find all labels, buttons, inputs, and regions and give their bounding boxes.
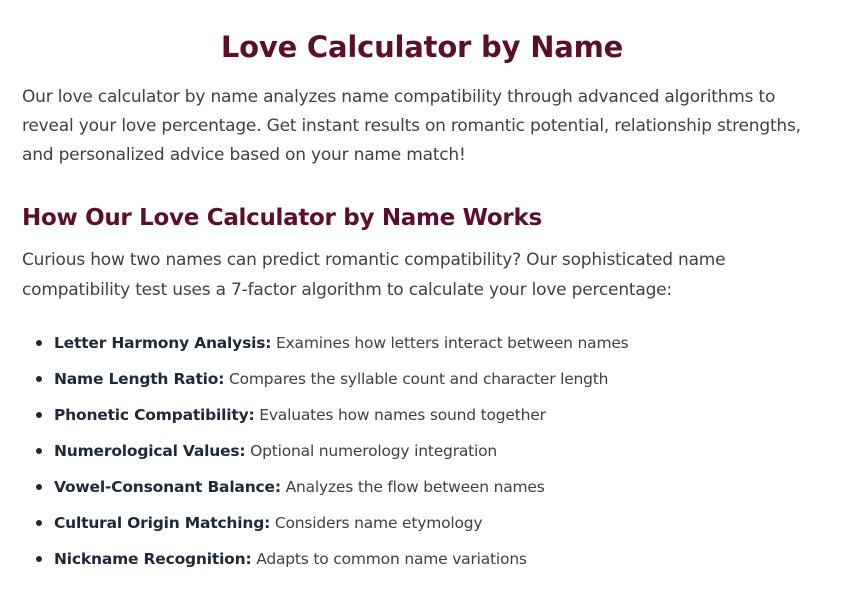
- bullet-icon: [36, 520, 42, 526]
- list-item: [22, 397, 822, 433]
- list-item: [22, 361, 822, 397]
- bullet-icon: [36, 376, 42, 382]
- factor-description: Adapts to common name variations: [256, 550, 527, 568]
- list-item: [22, 469, 822, 505]
- bullet-icon: [36, 556, 42, 562]
- list-item: [22, 325, 822, 361]
- factor-term: Name Length Ratio:: [54, 370, 225, 388]
- factor-description: Evaluates how names sound together: [259, 406, 546, 424]
- factor-description: Compares the syllable count and character length: [228, 370, 609, 388]
- bullet-icon: [36, 340, 42, 346]
- bullet-icon: [36, 484, 42, 490]
- list-item: [22, 541, 822, 577]
- factor-term: Numerological Values:: [54, 442, 246, 460]
- factor-term: Vowel-Consonant Balance:: [54, 478, 281, 496]
- factor-list: [22, 325, 822, 577]
- section-lead-paragraph: Curious how two names can predict romantic compatibility? Our sophisticated name compatibility test uses a 7-factor algorithm to calculate your love percentage:: [22, 250, 726, 300]
- factor-description: Considers name etymology: [274, 514, 483, 532]
- factor-term: Nickname Recognition:: [54, 550, 252, 568]
- intro-paragraph: Our love calculator by name analyzes name compatibility through advanced algorithms to reveal your love percentage. Get instant results on romantic potential, relationship strengths, and personalized advice based on your name match!: [22, 87, 801, 165]
- bullet-icon: [36, 412, 42, 418]
- factor-term: Phonetic Compatibility:: [54, 406, 255, 424]
- factor-term: Letter Harmony Analysis:: [54, 334, 272, 352]
- list-item: [22, 505, 822, 541]
- factor-description: Examines how letters interact between names: [275, 334, 629, 352]
- section-heading: How Our Love Calculator by Name Works: [22, 205, 542, 231]
- list-item: [22, 433, 822, 469]
- factor-term: Cultural Origin Matching:: [54, 514, 271, 532]
- factor-description: Analyzes the flow between names: [285, 478, 545, 496]
- page-title: Love Calculator by Name: [220, 30, 624, 64]
- factor-description: Optional numerology integration: [250, 442, 498, 460]
- bullet-icon: [36, 448, 42, 454]
